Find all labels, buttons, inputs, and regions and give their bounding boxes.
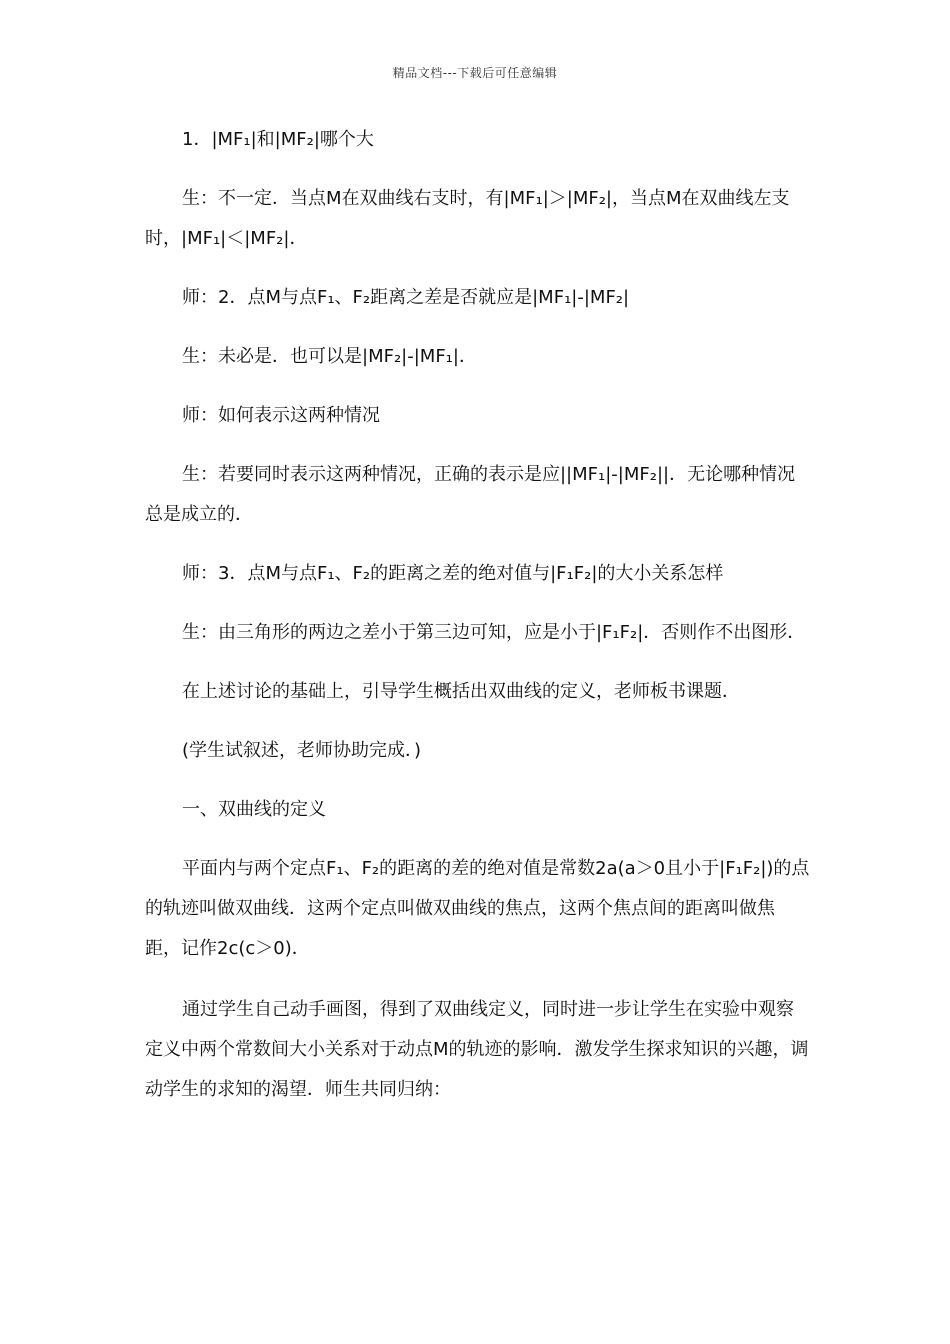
paragraph-teacher-prompt: 师：如何表示这两种情况 xyxy=(182,405,380,426)
paragraph-student-answer-2: 生：未必是．也可以是|MF₂|-|MF₁|． xyxy=(182,346,477,367)
paragraph-note: (学生试叙述，老师协助完成．) xyxy=(182,740,422,761)
paragraph-student-answer-4: 生：由三角形的两边之差小于第三边可知，应是小于|F₁F₂|．否则作不出图形． xyxy=(182,622,806,643)
document-body xyxy=(145,120,810,1110)
paragraph-teacher-question-2: 师：2．点M与点F₁、F₂距离之差是否就应是|MF₁|-|MF₂| xyxy=(182,287,630,308)
paragraph-question-1: 1．|MF₁|和|MF₂|哪个大 xyxy=(182,129,374,150)
paragraph-student-answer-1: 生：不一定．当点M在双曲线右支时，有|MF₁|＞|MF₂|，当点M在双曲线左支时，|MF₁|＜|MF₂|． xyxy=(145,188,790,249)
paragraph-definition: 平面内与两个定点F₁、F₂的距离的差的绝对值是常数2a(a＞0且小于|F₁F₂|)的点的轨迹叫做双曲线．这两个定点叫做双曲线的焦点，这两个焦点间的距离叫做焦距，记作2c(c＞0)． xyxy=(145,858,810,959)
paragraph-summary-intro: 在上述讨论的基础上，引导学生概括出双曲线的定义，老师板书课题． xyxy=(182,681,740,702)
paragraph-conclusion: 通过学生自己动手画图，得到了双曲线定义，同时进一步让学生在实验中观察定义中两个常数间大小关系对于动点M的轨迹的影响．激发学生探求知识的兴趣，调动学生的求知的渴望．师生共同归纳： xyxy=(145,999,809,1100)
page-header: 精品文档---下载后可任意编辑 xyxy=(392,66,558,80)
paragraph-teacher-question-3: 师：3．点M与点F₁、F₂的距离之差的绝对值与|F₁F₂|的大小关系怎样 xyxy=(182,563,724,584)
paragraph-student-answer-3: 生：若要同时表示这两种情况，正确的表示是应||MF₁|-|MF₂||．无论哪种情况总是成立的． xyxy=(145,464,796,525)
section-heading: 一、双曲线的定义 xyxy=(182,799,326,820)
